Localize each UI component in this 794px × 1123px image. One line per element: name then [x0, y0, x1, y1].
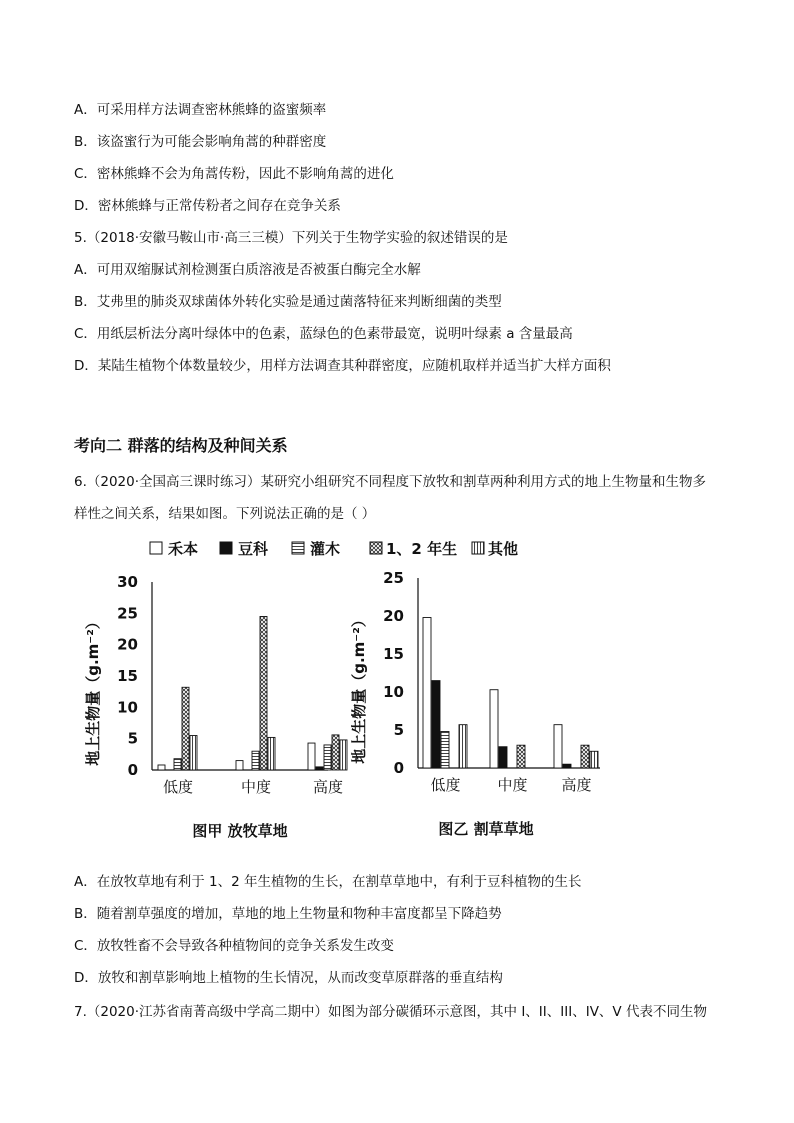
q6-option-b: B．随着割草强度的增加，草地的地上生物量和物种丰富度都呈下降趋势: [74, 906, 502, 922]
chart-b-category-1: 低度: [430, 776, 461, 794]
chart-b-bar-legume-1: [432, 681, 440, 768]
chart-b-ytick-0: 0: [393, 759, 404, 777]
legend-label-other: 其他: [488, 540, 519, 558]
chart-a-ytick-0: 0: [127, 761, 138, 779]
chart-a-ytick-15: 15: [117, 667, 138, 685]
chart-a-bar-annual-2: [260, 616, 267, 770]
q5-option-b: B．艾弗里的肺炎双球菌体外转化实验是通过菌落特征来判断细菌的类型: [74, 294, 502, 310]
chart-b-bar-legume-2: [499, 747, 507, 768]
chart-a-bar-shrub-2: [252, 751, 259, 770]
q5-option-a: A．可用双缩脲试剂检测蛋白质溶液是否被蛋白酶完全水解: [74, 262, 421, 278]
chart-a-bar-grass-3: [308, 743, 315, 770]
chart-a-bar-legume-3: [316, 767, 323, 770]
legend-label-legume: 豆科: [238, 540, 269, 558]
chart-a-bar-other-3: [340, 740, 347, 770]
chart-a-ytick-30: 30: [117, 573, 138, 591]
q6-option-d: D．放牧和割草影响地上植物的生长情况，从而改变草原群落的垂直结构: [74, 970, 503, 986]
legend-swatch-grass: [150, 542, 162, 554]
chart-b-ylabel: 地上生物量（g.m⁻²）: [350, 612, 368, 764]
chart-grazing-grassland: [84, 573, 347, 840]
legend-label-grass: 禾本: [168, 540, 199, 558]
chart-b-bar-shrub-1: [441, 732, 449, 768]
chart-a-ytick-10: 10: [117, 698, 138, 717]
chart-a-bar-other-1: [190, 736, 197, 770]
q5-option-d: D．某陆生植物个体数量较少，用样方法调查其种群密度，应随机取样并适当扩大样方面积: [74, 358, 611, 374]
legend-swatch-other: [472, 542, 484, 554]
chart-a-ytick-25: 25: [117, 604, 138, 623]
q6-option-a: A．在放牧草地有利于 1、2 年生植物的生长，在割草草地中，有利于豆科植物的生长: [74, 874, 582, 890]
chart-b-category-2: 中度: [497, 776, 528, 794]
legend-label-annual: 1、2 年生: [386, 540, 458, 558]
chart-a-bar-annual-3: [332, 735, 339, 770]
prev-option-c: C．密林熊蜂不会为角蒿传粉，因此不影响角蒿的进化: [74, 166, 394, 182]
chart-a-bar-shrub-3: [324, 745, 331, 770]
prev-option-b: B．该盗蜜行为可能会影响角蒿的种群密度: [74, 134, 327, 150]
section-heading: 考向二 群落的结构及种间关系: [74, 436, 288, 455]
question-5-stem: 5.（2018·安徽马鞍山市·高三三模）下列关于生物学实验的叙述错误的是: [74, 230, 508, 246]
prev-option-a: A．可采用样方法调查密林熊蜂的盗蜜频率: [74, 102, 327, 118]
legend-swatch-shrub: [292, 542, 304, 554]
chart-b-bar-other-3: [590, 751, 598, 768]
question-6-stem-line2: 样性之间关系，结果如图。下列说法正确的是（ ）: [74, 506, 376, 522]
chart-a-category-2: 中度: [240, 778, 272, 796]
grassland-biomass-figure: [80, 530, 640, 845]
chart-b-ytick-10: 10: [383, 683, 404, 701]
legend-swatch-legume: [220, 542, 232, 554]
question-7-stem: 7.（2020·江苏省南菁高级中学高二期中）如图为部分碳循环示意图，其中 I、II、III、IV、V 代表不同生物: [74, 1004, 707, 1020]
chart-b-bar-annual-2: [517, 745, 525, 768]
chart-a-category-3: 高度: [312, 778, 344, 796]
chart-b-bar-grass-1: [423, 618, 431, 768]
chart-a-caption: 图甲 放牧草地: [192, 822, 288, 840]
chart-b-ytick-25: 25: [383, 569, 404, 587]
chart-b-ytick-20: 20: [383, 607, 404, 625]
chart-a-ytick-20: 20: [117, 635, 138, 654]
chart-a-bar-shrub-1: [174, 759, 181, 770]
chart-a-category-1: 低度: [162, 778, 194, 796]
chart-b-category-3: 高度: [561, 776, 592, 794]
chart-a-bar-grass-1: [158, 765, 165, 770]
chart-legend: [150, 540, 518, 558]
q5-option-c: C．用纸层析法分离叶绿体中的色素，蓝绿色的色素带最宽，说明叶绿素 a 含量最高: [74, 326, 573, 342]
chart-b-bar-annual-3: [581, 745, 589, 768]
prev-option-d: D．密林熊蜂与正常传粉者之间存在竞争关系: [74, 198, 341, 214]
chart-a-bar-annual-1: [182, 687, 189, 770]
chart-b-bar-grass-2: [490, 690, 498, 768]
question-6-stem-line1: 6.（2020·全国高三课时练习）某研究小组研究不同程度下放牧和割草两种利用方式的地上生物量和生物多: [74, 474, 707, 490]
legend-label-shrub: 灌木: [310, 540, 341, 558]
chart-b-ytick-5: 5: [393, 721, 404, 739]
chart-a-ytick-5: 5: [127, 729, 138, 748]
chart-mowing-grassland: [350, 569, 600, 838]
legend-swatch-annual: [370, 542, 382, 554]
chart-b-ytick-15: 15: [383, 645, 404, 663]
chart-a-bar-other-2: [268, 737, 275, 770]
chart-b-bar-other-1: [459, 725, 467, 768]
chart-a-ylabel: 地上生物量（g.m⁻²）: [84, 614, 102, 766]
chart-a-bar-grass-2: [236, 761, 243, 770]
q6-option-c: C．放牧牲畜不会导致各种植物间的竞争关系发生改变: [74, 938, 394, 954]
chart-b-bar-legume-3: [563, 764, 571, 768]
chart-b-bar-grass-3: [554, 725, 562, 768]
chart-b-caption: 图乙 割草草地: [438, 820, 534, 838]
